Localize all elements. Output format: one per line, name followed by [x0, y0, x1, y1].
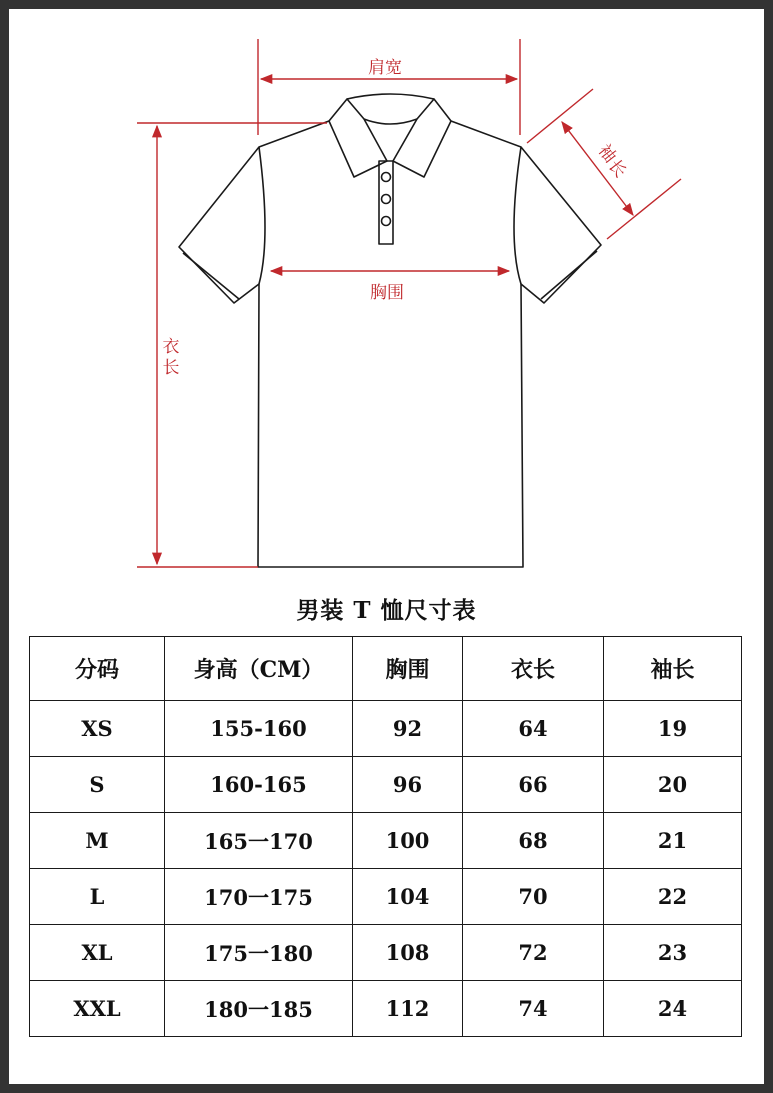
sleeve-label-2: 长: [603, 156, 631, 182]
cell-sleeve: 19: [604, 701, 742, 757]
cell-sleeve: 21: [604, 813, 742, 869]
sleeve-label-1: 袖: [593, 141, 621, 167]
cell-chest: 112: [353, 981, 463, 1037]
cell-length: 74: [463, 981, 604, 1037]
cell-height: 155-160: [165, 701, 353, 757]
cell-height: 175一180: [165, 925, 353, 981]
shirt-diagram: [9, 9, 764, 584]
cell-sleeve: 20: [604, 757, 742, 813]
table-row: [30, 757, 742, 813]
length-label-2: 长: [162, 358, 180, 378]
shoulder-width-label: 肩宽: [368, 58, 402, 78]
cell-height: 160-165: [165, 757, 353, 813]
header-length: 衣长: [463, 637, 604, 701]
page-title: 男装 T 恤尺寸表: [296, 597, 477, 624]
cell-sleeve: 22: [604, 869, 742, 925]
cell-height: 165一170: [165, 813, 353, 869]
cell-size: M: [30, 813, 165, 869]
cell-chest: 108: [353, 925, 463, 981]
table-row: [30, 701, 742, 757]
size-table: [29, 636, 742, 1037]
chest-label: 胸围: [370, 283, 404, 303]
header-size: 分码: [30, 637, 165, 701]
cell-size: L: [30, 869, 165, 925]
cell-chest: 92: [353, 701, 463, 757]
cell-length: 66: [463, 757, 604, 813]
cell-sleeve: 24: [604, 981, 742, 1037]
table-row: [30, 813, 742, 869]
cell-length: 64: [463, 701, 604, 757]
header-sleeve: 袖长: [604, 637, 742, 701]
table-header-row: [30, 637, 742, 701]
cell-size: XS: [30, 701, 165, 757]
length-label-1: 衣: [162, 337, 180, 357]
cell-height: 180一185: [165, 981, 353, 1037]
cell-length: 70: [463, 869, 604, 925]
table-row: [30, 981, 742, 1037]
cell-chest: 104: [353, 869, 463, 925]
header-chest: 胸围: [353, 637, 463, 701]
shoulder-width-measure: [258, 39, 520, 135]
polo-shirt-icon: [179, 94, 601, 567]
cell-height: 170一175: [165, 869, 353, 925]
cell-chest: 100: [353, 813, 463, 869]
cell-size: S: [30, 757, 165, 813]
cell-chest: 96: [353, 757, 463, 813]
cell-sleeve: 23: [604, 925, 742, 981]
page: [9, 9, 764, 1084]
table-row: [30, 925, 742, 981]
cell-size: XL: [30, 925, 165, 981]
cell-length: 72: [463, 925, 604, 981]
cell-size: XXL: [30, 981, 165, 1037]
header-height: 身高（CM）: [165, 637, 353, 701]
table-row: [30, 869, 742, 925]
cell-length: 68: [463, 813, 604, 869]
